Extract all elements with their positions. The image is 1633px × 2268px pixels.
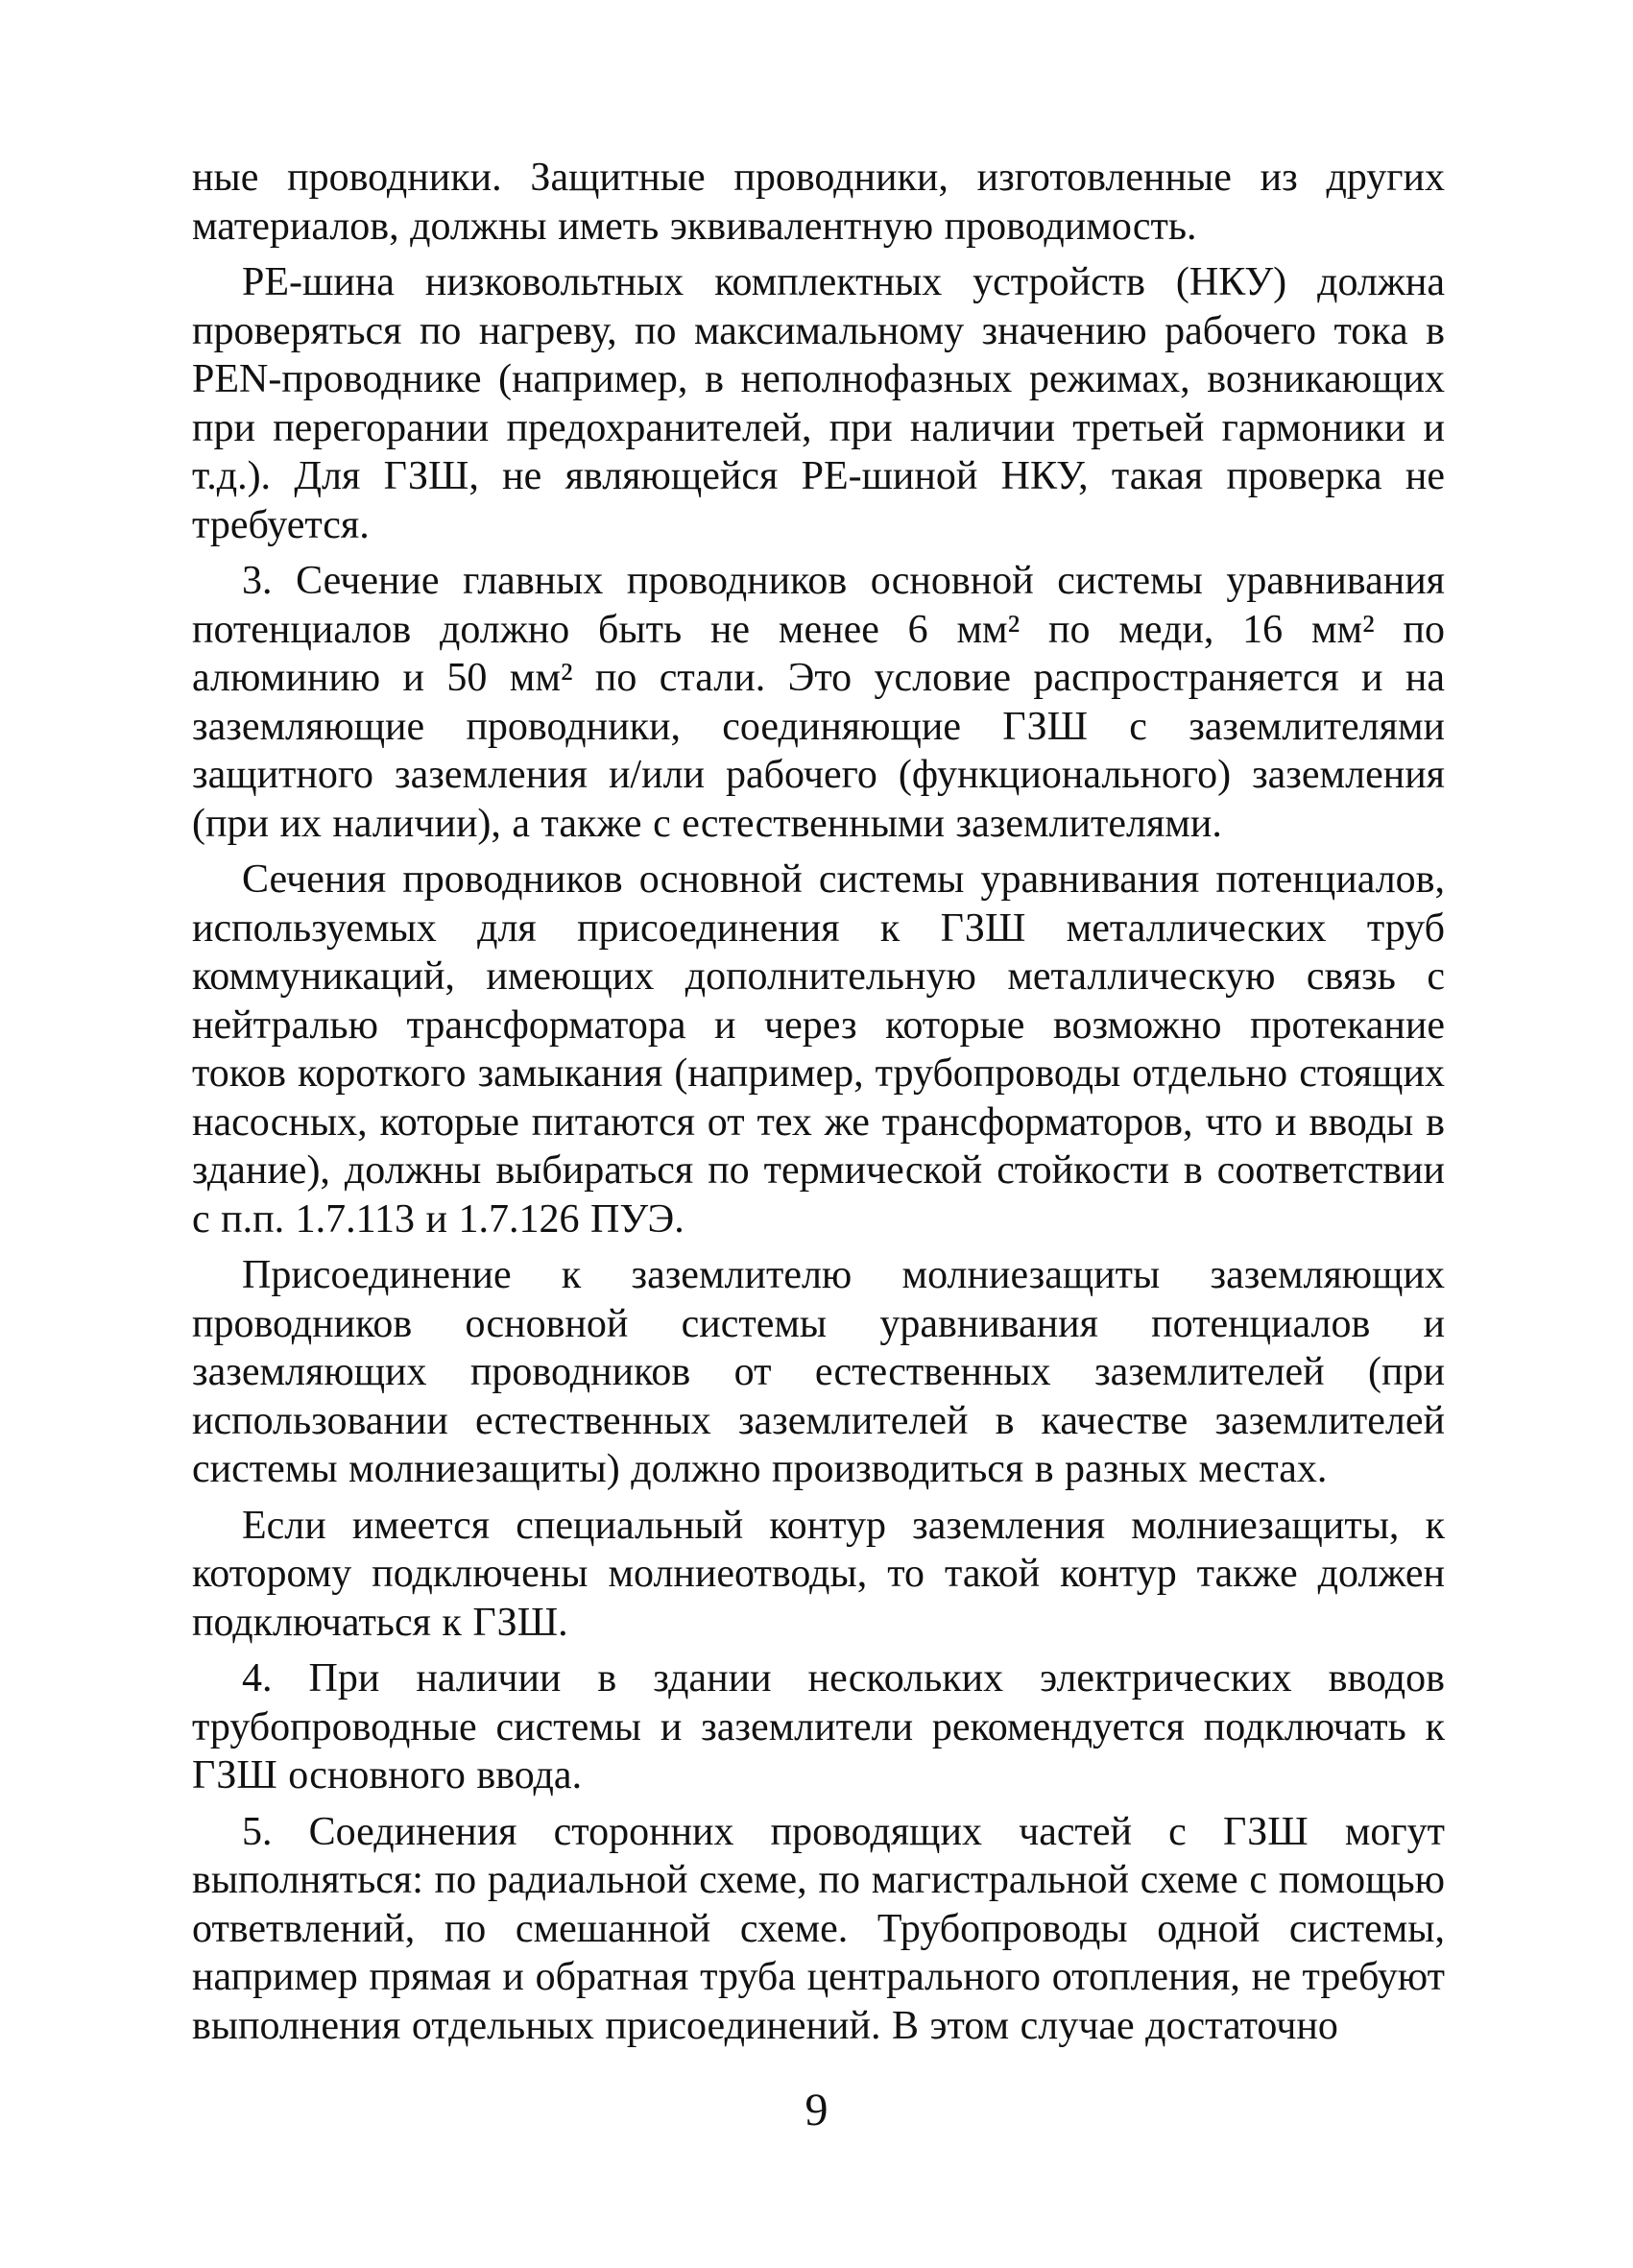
paragraph-lightning-connection: Присоединение к заземлителю молниезащиты заземляющих проводников основной системы уравнивания потенциалов и заземляющих проводников от естественных заземлителей (при использовании естественных заземлителей в качестве заземлителей системы молниезащиты) должно производиться в разных местах. [192, 1253, 1445, 1491]
paragraph-item-5: 5. Соединения сторонних проводящих частей с ГЗШ могут выполняться: по радиальной схеме, по магистральной схеме с помощью ответвлений, по смешанной схеме. Трубопроводы одной системы, например прямая и обратная труба центрального отопления, не требуют выполнения отдельных присоединений. В этом случае достаточно [192, 1809, 1445, 2048]
paragraph-conductor-sections: Сечения проводников основной системы уравнивания потенциалов, используемых для присоединения к ГЗШ металлических труб коммуникаций, имеющих дополнительную металлическую связь с нейтралью трансформатора и через которые возможно протекание токов короткого замыкания (например, трубопроводы отдельно стоящих насосных, которые питаются от тех же трансформаторов, что и вводы в здание), должны выбираться по термической стойкости в соответствии с п.п. 1.7.113 и 1.7.126 ПУЭ. [192, 857, 1445, 1242]
paragraph-item-4: 4. При наличии в здании нескольких электрических вводов трубопроводные системы и заземлители рекомендуется подключать к ГЗШ основного ввода. [192, 1656, 1445, 1798]
paragraph-lightning-contour: Если имеется специальный контур заземления молниезащиты, к которому подключены молниеотводы, то такой контур также должен подключаться к ГЗШ. [192, 1503, 1445, 1645]
paragraph-pe-bus: РЕ-шина низковольтных комплектных устройств (НКУ) должна проверяться по нагреву, по максимальному значению рабочего тока в PEN-проводнике (например, в неполнофазных режимах, возникающих при перегорании предохранителей, при наличии третьей гармоники и т.д.). Для ГЗШ, не являющейся РЕ-шиной НКУ, такая проверка не требуется. [192, 260, 1445, 547]
paragraph-item-3: 3. Сечение главных проводников основной системы уравнивания потенциалов должно быть не менее 6 мм² по меди, 16 мм² по алюминию и 50 мм² по стали. Это условие распространяется и на заземляющие проводники, соединяющие ГЗШ с заземлителями защитного заземления и/или рабочего (функционального) заземления (при их наличии), а также с естественными заземлителями. [192, 559, 1445, 846]
body-text [192, 154, 1445, 2058]
paragraph-continuation: ные проводники. Защитные проводники, изготовленные из других материалов, должны иметь эквивалентную проводимость. [192, 156, 1445, 249]
page-number: 9 [804, 2085, 829, 2135]
